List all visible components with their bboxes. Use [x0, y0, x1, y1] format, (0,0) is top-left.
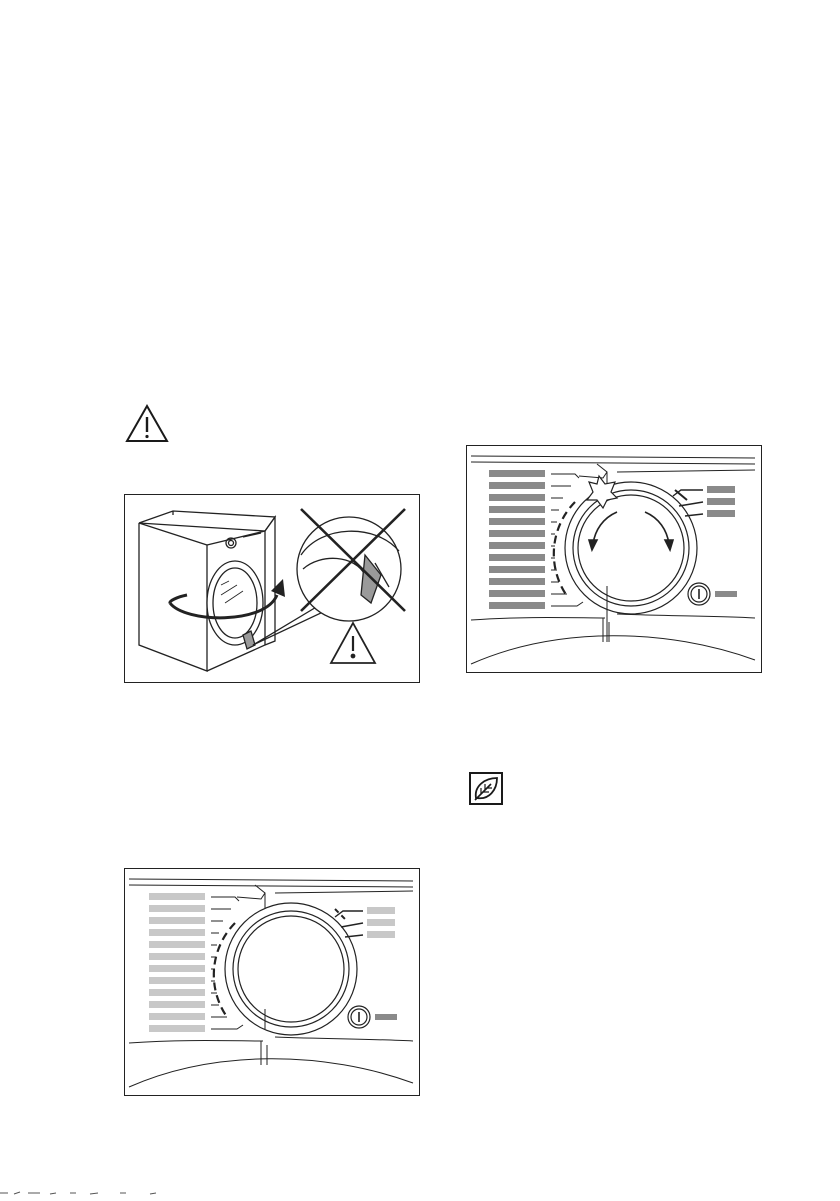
program-labels: [489, 470, 545, 609]
power-label: [375, 1014, 397, 1020]
option-labels: [707, 486, 735, 517]
power-icon: [348, 1006, 370, 1028]
program-labels: [149, 893, 205, 1032]
control-panel-rotate-figure: [466, 445, 762, 673]
program-dial: [554, 482, 697, 614]
leaf-icon: [469, 772, 503, 805]
rotate-arrows: [589, 512, 673, 550]
control-panel-figure: [124, 868, 420, 1096]
page-bottom-edge: [0, 1183, 240, 1192]
dial-highlight: [587, 476, 617, 508]
warning-triangle-icon: [331, 623, 375, 663]
zoom-detail: [297, 517, 401, 621]
program-dial: [214, 903, 357, 1035]
power-label: [715, 591, 737, 597]
option-labels: [367, 907, 395, 938]
power-icon: [688, 583, 710, 605]
door-warning-figure: [124, 494, 420, 683]
warning-triangle-icon: [125, 403, 169, 443]
